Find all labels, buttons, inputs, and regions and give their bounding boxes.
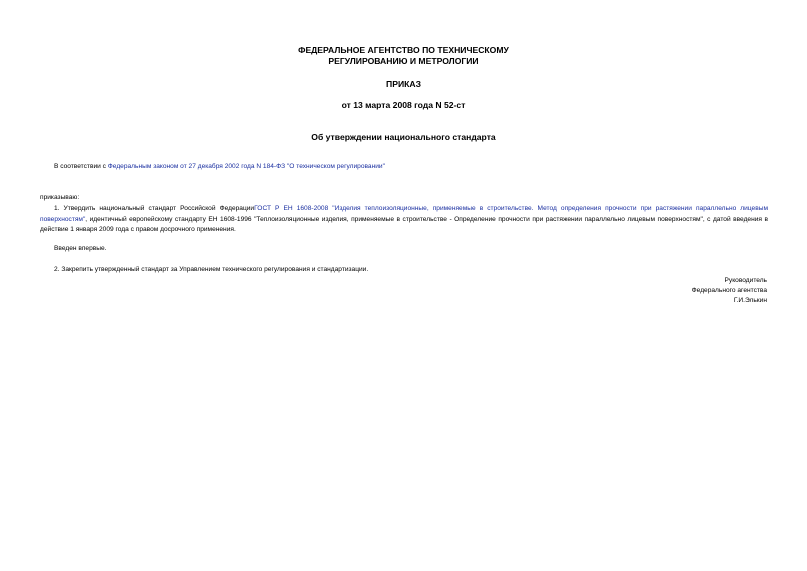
item-1-paragraph: [40, 204, 768, 236]
order-word: приказываю:: [40, 194, 80, 201]
item-1-suffix: , идентичный европейскому стандарту ЕН 1608-1996 "Теплоизоляционные изделия, применяемые в строительстве - Определение прочности при растяжении параллельно лицевым поверхностям", с датой введения в действие 1 января 2009 года с правом досрочного применения.: [40, 215, 768, 234]
signature-name: Г.И.Элькин: [733, 297, 767, 304]
standard-link[interactable]: ГОСТ Р ЕН 1608-2008 "Изделия теплоизоляционные, применяемые в строительстве. Метод определения прочности при растяжении параллельно лицевым поверхностям": [40, 205, 768, 223]
signature-role-line1: Руководитель: [724, 277, 767, 284]
agency-name-line2: РЕГУЛИРОВАНИЮ И МЕТРОЛОГИИ: [328, 56, 479, 66]
document-date: от 13 марта 2008 года N 52-ст: [341, 100, 466, 110]
document-type: ПРИКАЗ: [386, 79, 421, 89]
item-2-paragraph: 2. Закрепить утвержденный стандарт за Управлением технического регулирования и стандартизации.: [54, 266, 369, 273]
item-1-prefix: 1. Утвердить национальный стандарт Российской Федерации: [54, 205, 255, 212]
signature-role-line2: Федерального агентства: [691, 287, 767, 294]
federal-law-link[interactable]: Федеральным законом от 27 декабря 2002 года N 184-ФЗ "О техническом регулировании": [107, 163, 385, 170]
document-title: Об утверждении национального стандарта: [311, 132, 496, 142]
preamble: [54, 162, 385, 173]
introduced-note: Введен впервые.: [54, 245, 107, 252]
preamble-prefix: В соответствии с: [54, 163, 108, 170]
agency-name-line1: ФЕДЕРАЛЬНОЕ АГЕНТСТВО ПО ТЕХНИЧЕСКОМУ: [298, 45, 509, 55]
